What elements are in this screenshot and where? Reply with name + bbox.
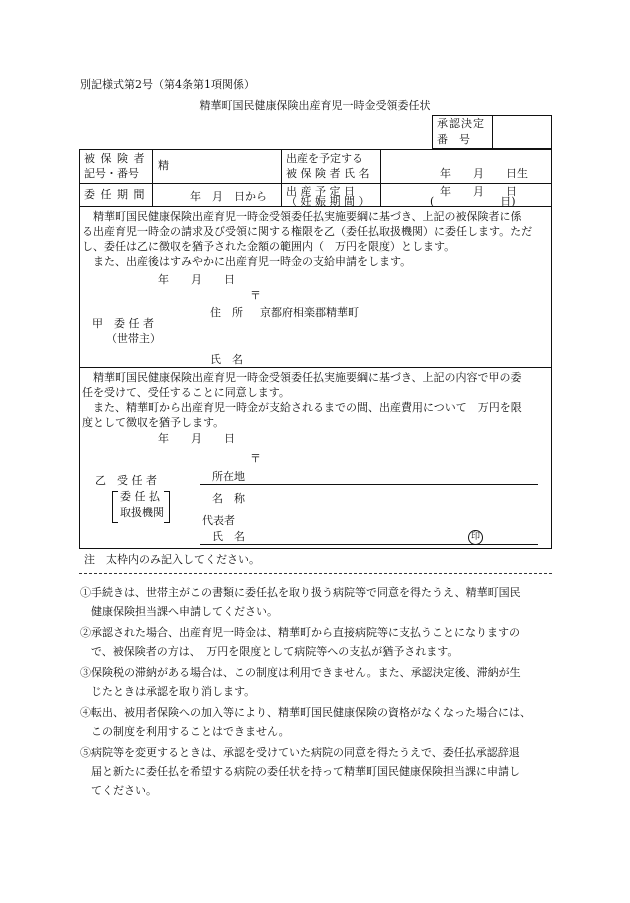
agent-label: 乙 受 任 者 [95,474,157,487]
approval-label-2: 番 号 [437,133,470,146]
note-line: ③保険税の滞納がある場合は、この制度は利用できません。また、承認決定後、滞納が生 [80,666,521,679]
acceptance-paragraph-line: 任を受けて、受任することに同意します。 [82,386,290,399]
location-field[interactable] [250,468,538,484]
acceptance-paragraph-line: 精華町国民健康保険出産育児一時金受領委任払実施要綱に基づき、上記の内容で甲の委 [82,371,522,384]
agent-sub-label-2: 取扱機関 [120,506,164,519]
note-line: ⑤病院等を変更するときは、承認を受けていた病院の同意を得たうえで、委任払承認辞退 [80,746,520,759]
insured-label-1: 被 保 険 者 [84,152,146,165]
delegator-name-field[interactable] [250,351,540,367]
footer-note: 注 太枠内のみ記入してください。 [84,553,260,566]
due-label-1: 出 産 予 定 日 [286,185,355,198]
form-reference: 別記様式第2号（第4条第1項関係） [80,78,255,91]
insured-prefix: 精 [158,159,169,172]
expecting-label-1: 出産を予定する [286,152,363,165]
delegator-label: 甲 委 任 者 [92,317,154,330]
note-line: じたときは承認を取り消します。 [80,685,256,698]
location-label: 所在地 [212,470,245,483]
delegator-date[interactable]: 年 月 日 [158,273,235,286]
page-title: 精華町国民健康保険出産育児一時金受領委任状 [199,99,431,112]
delegation-paragraph-line: また、出産後はすみやかに出産育児一時金の支給申請をします。 [82,255,412,268]
delegator-sub-label: （世帯主） [106,332,161,345]
note-line: 健康保険担当課へ申請してください。 [80,605,278,618]
note-line: で、被保険者の方は、 万円を限度として病院等への支払が猶予されます。 [80,645,459,658]
acceptance-paragraph-line: また、精華町から出産育児一時金が支給されるまでの間、出産費用について 万円を限 [82,401,522,414]
org-name-label: 名 称 [212,492,245,505]
expecting-label-2: 被 保 険 者 氏 名 [286,167,370,180]
pregnancy-period-field[interactable]: ( 日) [430,195,516,208]
rep-name-field[interactable] [260,528,460,544]
delegation-paragraph-line: 精華町国民健康保険出産育児一時金受領委任払実施要綱に基づき、上記の被保険者に係 [82,210,522,223]
period-label: 委 任 期 間 [84,188,146,201]
agent-sub-label-1: 委 任 払 [120,490,160,503]
note-line: ④転出、被用者保険への加入等により、精華町国民健康保険の資格がなくなった場合には、 [80,706,531,719]
due-label-2: （ 妊 娠 期 間 ） [286,195,370,208]
delegation-paragraph-line: し、委任は乙に徴収を猶予された金額の範囲内（ 万円を限度）とします。 [82,240,456,253]
note-line: てください。 [80,784,157,797]
approval-label-1: 承認決定 [437,117,485,130]
note-line: ①手続きは、世帯主がこの書類に委任払を取り扱う病院等で同意を得たうえ、精華町国民 [80,586,521,599]
acceptance-paragraph-line: 度として徴収を猶予します。 [82,416,225,429]
delegator-name-label: 氏 名 [210,353,243,366]
rep-label: 代表者 [202,514,235,527]
delegation-paragraph-line: る出産育児一時金の請求及び受領に関する権限を乙（委任払取扱機関）に委任します。ただ [82,225,533,238]
insured-label-2: 記号・番号 [84,167,139,180]
approval-number-field[interactable] [493,116,551,148]
address-label: 住 所 [210,306,243,319]
agent-date[interactable]: 年 月 日 [158,432,235,445]
period-value[interactable]: 年 月 日から [190,190,267,203]
birth-date-field[interactable]: 年 月 日生 [440,167,528,180]
postal-mark: 〒 [250,289,261,302]
insured-number-field[interactable] [172,152,278,180]
address-value[interactable]: 京都府相楽郡精華町 [260,306,359,319]
org-name-field[interactable] [260,490,538,506]
note-line: この制度を利用することはできません。 [80,725,290,738]
due-date-field[interactable]: 年 月 日 [440,185,517,198]
note-line: ②承認された場合、出産育児一時金は、精華町から直接病院等に支払うことになりますの [80,626,520,639]
seal-mark: 印 [468,530,483,545]
rep-name-label: 氏 名 [212,530,245,543]
agent-postal-mark: 〒 [250,452,261,465]
insured-name-field[interactable] [383,151,549,167]
note-line: 届と新たに委任払を希望する病院の委任状を持って精華町国民健康保険担当課に申請し [80,765,520,778]
